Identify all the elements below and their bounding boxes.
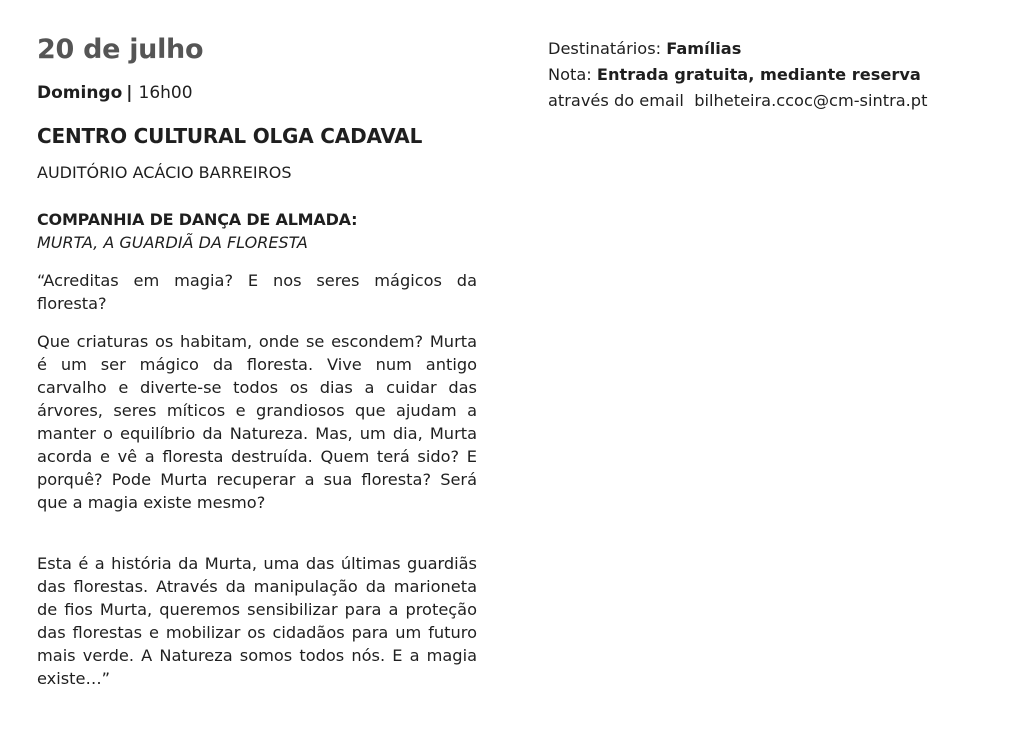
- event-info: [548, 36, 1008, 114]
- description-paragraph-3: Esta é a história da Murta, uma das últimas guardiãs das florestas. Através da manipulação da marioneta de fios Murta, queremos sensibilizar para a proteção das florestas e mobilizar os cidadãos para um futuro mais verde. A Natureza somos todos nós. E a magia existe…”: [37, 554, 477, 688]
- show-title: MURTA, A GUARDIÃ DA FLORESTA: [37, 233, 308, 252]
- event-day-time: [37, 83, 193, 103]
- email-prefix: através do email: [548, 91, 684, 110]
- company-name: COMPANHIA DE DANÇA DE ALMADA:: [37, 210, 358, 229]
- description-paragraph-2: Que criaturas os habitam, onde se escondem? Murta é um ser mágico da floresta. Vive num antigo carvalho e diverte-se todos os dias a cuidar das árvores, seres míticos e grandiosos que ajudam a manter o equilíbrio da Natureza. Mas, um dia, Murta acorda e vê a floresta destruída. Quem terá sido? E porquê? Pode Murta recuperar a sua floresta? Será que a magia existe mesmo?: [37, 332, 477, 512]
- email-line: [548, 88, 1008, 114]
- note-value: Entrada gratuita, mediante reserva: [596, 65, 921, 84]
- event-venue: CENTRO CULTURAL OLGA CADAVAL: [37, 124, 423, 148]
- audience-label: Destinatários:: [548, 39, 662, 58]
- audience-line: [548, 36, 1008, 62]
- event-date: 20 de julho: [37, 34, 204, 65]
- note-label: Nota:: [548, 65, 592, 84]
- day-time-separator: |: [126, 83, 133, 103]
- event-room: AUDITÓRIO ACÁCIO BARREIROS: [37, 163, 292, 182]
- event-time: 16h00: [138, 83, 193, 103]
- description-paragraph-1: “Acreditas em magia? E nos seres mágicos da floresta?: [37, 271, 477, 313]
- note-line: [548, 62, 1008, 88]
- event-day: Domingo: [37, 83, 123, 103]
- audience-value: Famílias: [666, 39, 742, 58]
- email-address: bilheteira.ccoc@cm-sintra.pt: [694, 91, 928, 110]
